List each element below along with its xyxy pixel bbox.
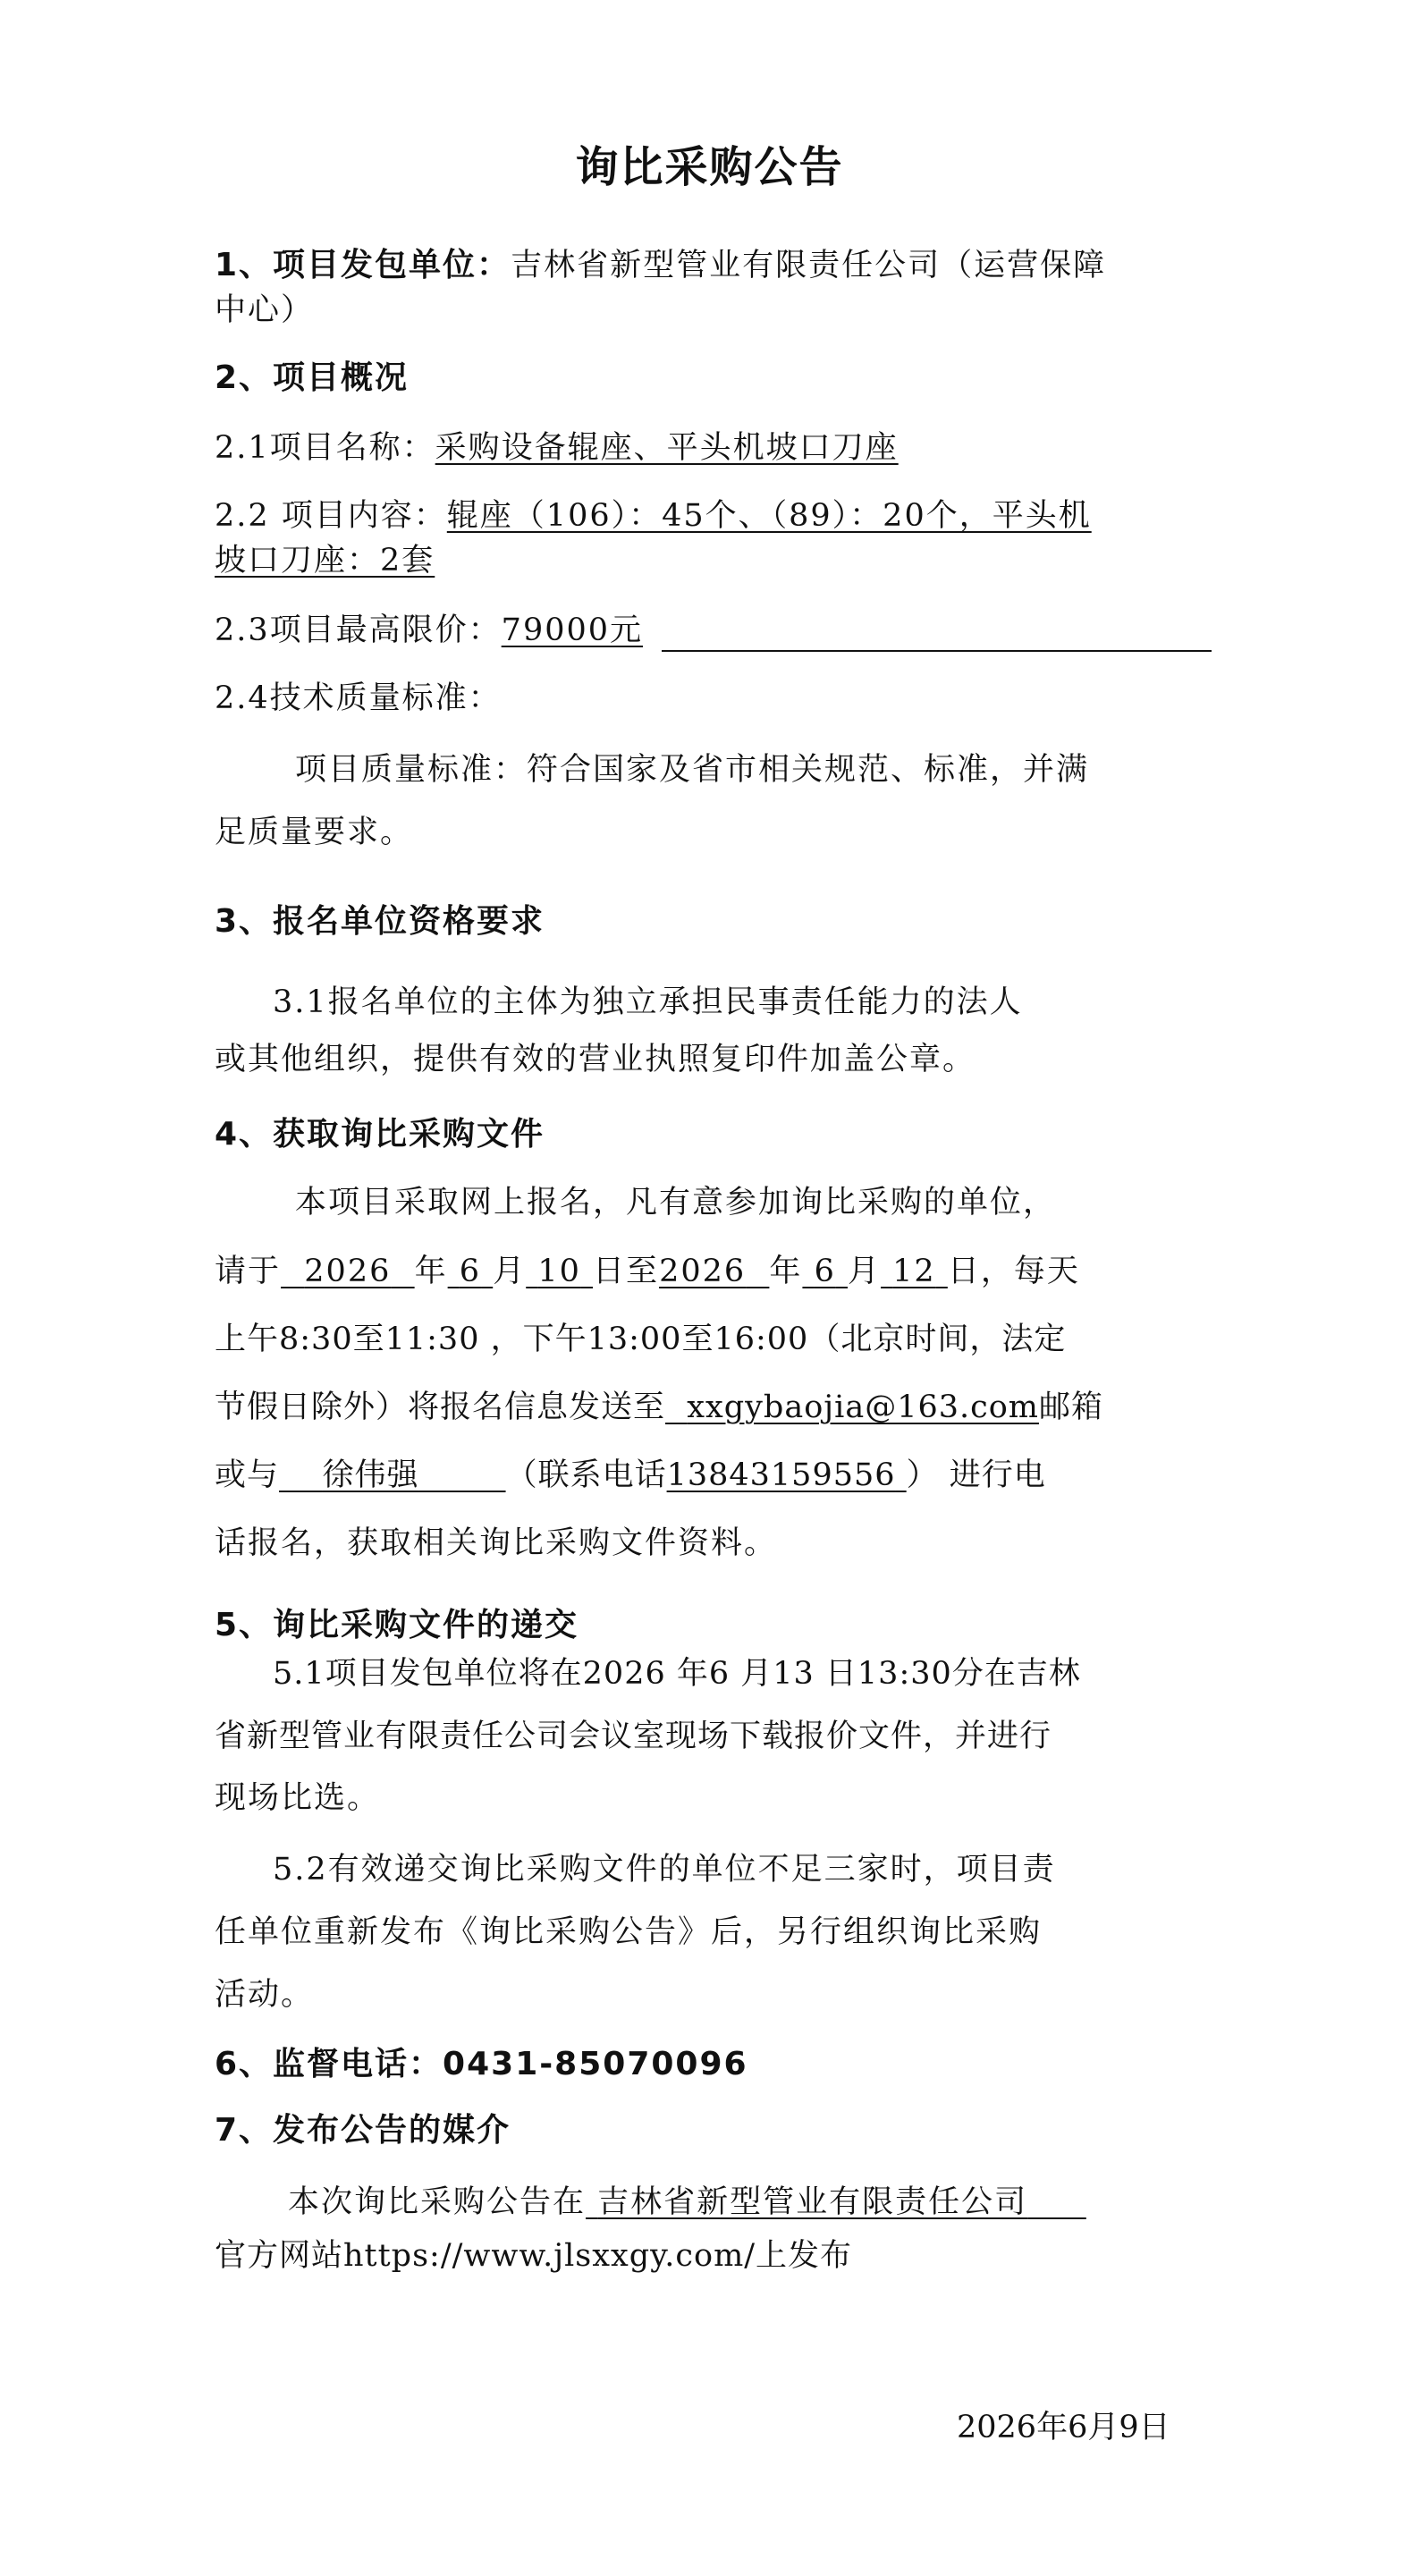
registration-contact-line <box>215 1453 1046 1498</box>
section-6-heading: 6、监督电话：0431-85070096 <box>215 2046 748 2082</box>
media-line1 <box>288 2180 1086 2225</box>
period-suffix: 日，每天 <box>947 1254 1080 1289</box>
submission-5-2-line1: 5.2有效递交询比采购文件的单位不足三家时，项目责 <box>273 1852 1056 1888</box>
price-limit-value: 79000元 <box>501 612 644 648</box>
project-name-value: 采购设备辊座、平头机坡口刀座 <box>435 430 899 466</box>
project-name-label: 2.1项目名称： <box>215 430 435 466</box>
end-day-value: 12 <box>892 1254 936 1289</box>
registration-line1: 本项目采取网上报名，凡有意参加询比采购的单位， <box>295 1185 1057 1220</box>
registration-email-line <box>215 1385 1103 1430</box>
section-2-heading: 2、项目概况 <box>215 359 410 396</box>
contractor-name: 吉林省新型管业有限责任公司（运营保障 <box>511 248 1107 283</box>
start-year-value: 2026 <box>304 1254 392 1289</box>
contact-name <box>279 1457 506 1493</box>
submission-5-2-line3: 活动。 <box>215 1977 315 2013</box>
qualification-line2: 或其他组织，提供有效的营业执照复印件加盖公章。 <box>215 1042 976 1077</box>
section-4-heading: 4、获取询比采购文件 <box>215 1116 545 1153</box>
period-to: 日至 <box>593 1254 660 1289</box>
contact-phone-value: 13843159556 <box>666 1457 896 1493</box>
contact-suffix: ） 进行电 <box>906 1457 1046 1493</box>
start-day <box>526 1254 593 1289</box>
contact-phone-label: （联系电话 <box>505 1457 667 1493</box>
start-month-value: 6 <box>459 1254 482 1289</box>
media-website-line: 官方网站https://www.jlsxxgy.com/上发布 <box>215 2238 853 2274</box>
email-value[interactable]: xxgybaojia@163.com <box>687 1389 1039 1425</box>
registration-hours: 上午8:30至11:30 ，下午13:00至16:00（北京时间，法定 <box>215 1322 1067 1357</box>
end-day <box>881 1254 948 1289</box>
registration-line6: 话报名，获取相关询比采购文件资料。 <box>215 1525 778 1561</box>
submission-5-1-line2: 省新型管业有限责任公司会议室现场下载报价文件，并进行 <box>215 1719 1052 1754</box>
submission-5-2-line2: 任单位重新发布《询比采购公告》后，另行组织询比采购 <box>215 1914 1043 1950</box>
project-content-value-cont: 坡口刀座：2套 <box>215 543 435 579</box>
start-month <box>448 1254 494 1289</box>
end-year-value: 2026 <box>659 1254 747 1289</box>
media-name-value: 吉林省新型管业有限责任公司 <box>597 2184 1028 2220</box>
contact-phone <box>667 1457 907 1493</box>
email-address[interactable] <box>665 1389 1039 1425</box>
start-year <box>281 1254 415 1289</box>
end-month-value: 6 <box>814 1254 836 1289</box>
end-month <box>802 1254 848 1289</box>
project-content-label: 2.2 项目内容： <box>215 498 447 534</box>
email-suffix: 邮箱 <box>1038 1389 1103 1425</box>
start-year-char: 年 <box>414 1254 448 1289</box>
end-year-char: 年 <box>769 1254 803 1289</box>
document-title: 询比采购公告 <box>575 142 844 192</box>
period-prefix: 请于 <box>215 1254 282 1289</box>
item-2-3 <box>215 608 643 653</box>
section-3-heading: 3、报名单位资格要求 <box>215 903 545 940</box>
submission-5-1-line1: 5.1项目发包单位将在2026 年6 月13 日13:30分在吉林 <box>273 1656 1081 1692</box>
media-prefix: 本次询比采购公告在 <box>288 2184 587 2220</box>
contact-prefix: 或与 <box>215 1457 280 1493</box>
price-limit-label: 2.3项目最高限价： <box>215 612 502 648</box>
item-2-2 <box>215 494 1092 538</box>
email-prefix: 节假日除外）将报名信息发送至 <box>215 1389 666 1425</box>
end-year <box>659 1254 769 1289</box>
section-5-heading: 5、询比采购文件的递交 <box>215 1607 579 1643</box>
quality-standard-line2: 足质量要求。 <box>215 815 414 850</box>
submission-5-1-line3: 现场比选。 <box>215 1780 381 1816</box>
item-2-1 <box>215 426 899 470</box>
end-month-char: 月 <box>847 1254 881 1289</box>
qualification-line1: 3.1报名单位的主体为独立承担民事责任能力的法人 <box>273 984 1023 1020</box>
price-limit-underline <box>662 650 1212 652</box>
item-2-4-label: 2.4技术质量标准： <box>215 680 502 716</box>
media-name <box>586 2184 1086 2220</box>
contact-name-value: 徐伟强 <box>322 1457 419 1493</box>
start-day-value: 10 <box>537 1254 581 1289</box>
registration-period-line <box>215 1249 1080 1294</box>
project-content-value: 辊座（106）：45个、（89）：20个，平头机 <box>446 498 1092 534</box>
section-7-heading: 7、发布公告的媒介 <box>215 2112 511 2149</box>
section-1-heading: 1、项目发包单位： <box>215 247 511 283</box>
publish-date: 2026年6月9日 <box>957 2410 1170 2445</box>
quality-standard-line1: 项目质量标准：符合国家及省市相关规范、标准，并满 <box>295 752 1090 788</box>
section-1-line <box>215 243 1106 288</box>
item-2-2-cont <box>215 538 435 583</box>
start-month-char: 月 <box>493 1254 527 1289</box>
contractor-name-cont: 中心） <box>215 292 315 328</box>
